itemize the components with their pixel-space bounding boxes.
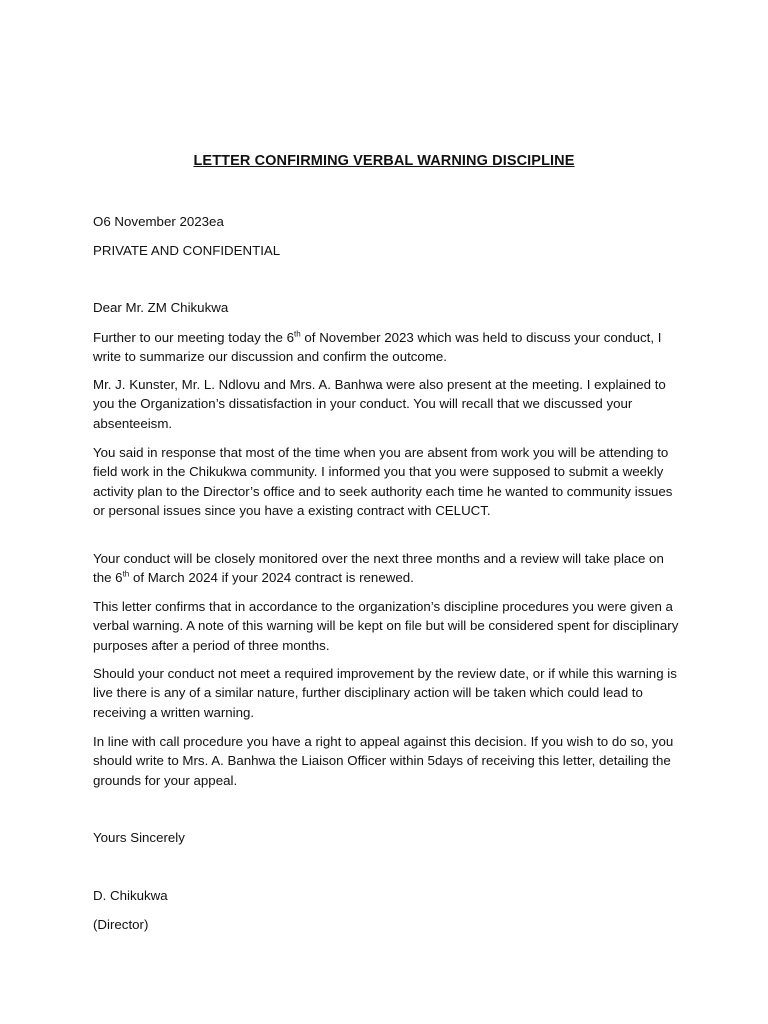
- paragraph-appeal: In line with call procedure you have a right to appeal against this decision. If you wish to do so, you should write to Mrs. A. Banhwa the Liaison Officer within 5days of receiving this letter, detailing the grounds for your appeal.: [93, 734, 674, 788]
- paragraph-meeting-part1: Further to our meeting today the 6: [93, 330, 295, 345]
- paragraph-review-part2: of March 2024 if your 2024 contract is renewed.: [129, 570, 414, 586]
- paragraph-review: [93, 549, 683, 588]
- paragraph-meeting-ordinal: th: [294, 329, 301, 339]
- paragraph-verbal-warning: This letter confirms that in accordance to the organization’s discipline procedures you were given a verbal warning. A note of this warning will be kept on file but will be considered spent for disciplinary purposes after a period of three months.: [93, 599, 679, 653]
- paragraph-response: You said in response that most of the time when you are absent from work you will be attending to field work in the Chikukwa community. I informed you that you were supposed to submit a weekly activity plan to the Director’s office and to seek authority each time he wanted to community issues or personal issues since you have a existing contract with CELUCT.: [93, 445, 673, 519]
- paragraph-review-part1: Your conduct will be closely monitored over the next three months and a review will take place on the 6: [93, 551, 664, 586]
- confidential-notice: PRIVATE AND CONFIDENTIAL: [93, 243, 281, 258]
- salutation: Dear Mr. ZM Chikukwa: [93, 300, 229, 315]
- letter-date: O6 November 2023ea: [93, 214, 224, 229]
- paragraph-meeting-part2: of November 2023 which was held to discuss your conduct, I write to summarize our discussion and confirm the outcome.: [93, 330, 662, 365]
- paragraph-meeting: [93, 328, 683, 367]
- signatory-title: (Director): [93, 917, 149, 932]
- letter-title: LETTER CONFIRMING VERBAL WARNING DISCIPLINE: [193, 153, 575, 169]
- paragraph-further-action: Should your conduct not meet a required improvement by the review date, or if while this warning is live there is any of a similar nature, further disciplinary action will be taken which could lead to receiving a written warning.: [93, 666, 677, 720]
- paragraph-review-ordinal: th: [122, 569, 130, 579]
- paragraph-attendees: Mr. J. Kunster, Mr. L. Ndlovu and Mrs. A. Banhwa were also present at the meeting. I explained to you the Organization’s dissatisfaction in your conduct. You will recall that we discussed your absenteeism.: [93, 377, 666, 431]
- closing: Yours Sincerely: [93, 830, 185, 845]
- signatory-name: D. Chikukwa: [93, 888, 168, 903]
